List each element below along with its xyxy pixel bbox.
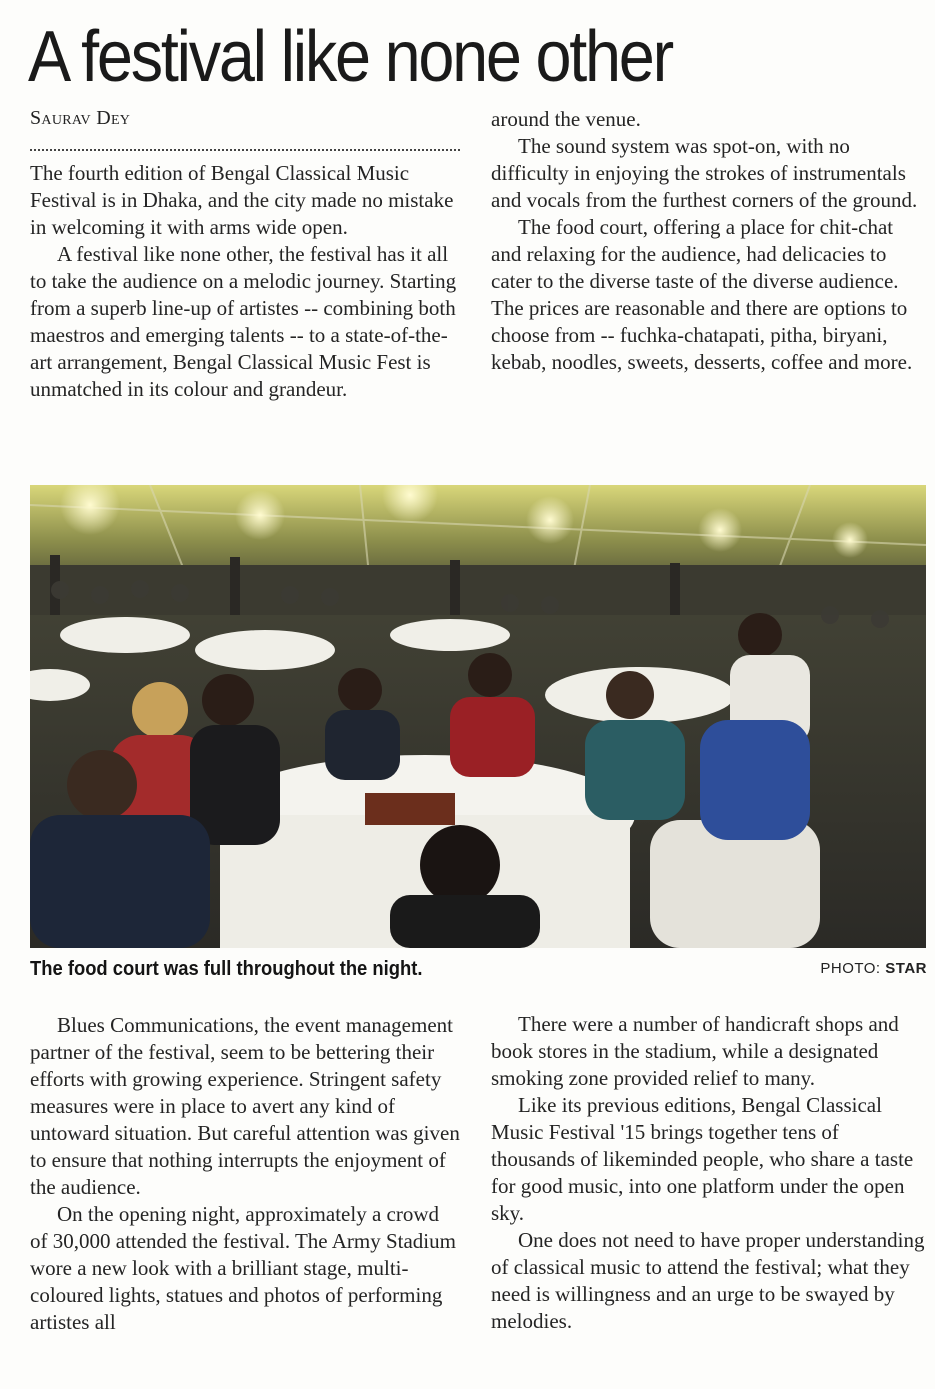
paragraph: around the venue.: [491, 107, 641, 131]
paragraph: Blues Communications, the event management partner of the festival, seem to be bettering their efforts with growing experience. Stringent safety measures were in place to avert any kind of untoward situation. But careful attention was given to ensure that nothing interrupts the enjoyment of the audience.: [30, 1013, 460, 1199]
paragraph: A festival like none other, the festival has it all to take the audience on a melodic journey. Starting from a superb line-up of artistes -- combining both maestros and emerging talents -- to a state-of-the-art arrangement, Bengal Classical Music Fest is unmatched in its colour and grandeur.: [30, 242, 457, 401]
paragraph: One does not need to have proper understanding of classical music to attend the festival; what they need is willingness and an urge to be swayed by melodies.: [491, 1228, 925, 1333]
byline: Saurav Dey: [30, 107, 131, 129]
photo-caption: The food court was full throughout the night.: [30, 958, 423, 980]
paragraph: There were a number of handicraft shops and book stores in the stadium, while a designated smoking zone provided relief to many.: [491, 1012, 899, 1090]
headline: A festival like none other: [28, 17, 672, 97]
lower-left-column: [30, 1012, 460, 1336]
paragraph: The fourth edition of Bengal Classical Music Festival is in Dhaka, and the city made no mistake in welcoming it with arms wide open.: [30, 161, 454, 239]
photo-credit-source: STAR: [885, 960, 927, 977]
upper-left-column: [30, 160, 466, 403]
paragraph: On the opening night, approximately a crowd of 30,000 attended the festival. The Army Stadium wore a new look with a brilliant stage, multi-coloured lights, statues and photos of performing artistes all: [30, 1202, 456, 1334]
paragraph: The sound system was spot-on, with no difficulty in enjoying the strokes of instrumentals and vocals from the furthest corners of the ground.: [491, 134, 918, 212]
paragraph: Like its previous editions, Bengal Classical Music Festival '15 brings together tens of thousands of likeminded people, who share a taste for good music, into one platform under the open sky.: [491, 1093, 914, 1225]
photo-credit: [820, 960, 927, 977]
upper-right-column: [491, 106, 923, 376]
photo-credit-label: PHOTO:: [820, 960, 881, 977]
food-court-photo: [30, 485, 926, 948]
paragraph: The food court, offering a place for chit-chat and relaxing for the audience, had delicacies to cater to the diverse taste of the diverse audience. The prices are reasonable and there are options to choose from -- fuchka-chatapati, pitha, biryani, kebab, noodles, sweets, desserts, coffee and more.: [491, 215, 913, 374]
lower-right-column: [491, 1011, 925, 1335]
byline-divider: [30, 149, 460, 151]
